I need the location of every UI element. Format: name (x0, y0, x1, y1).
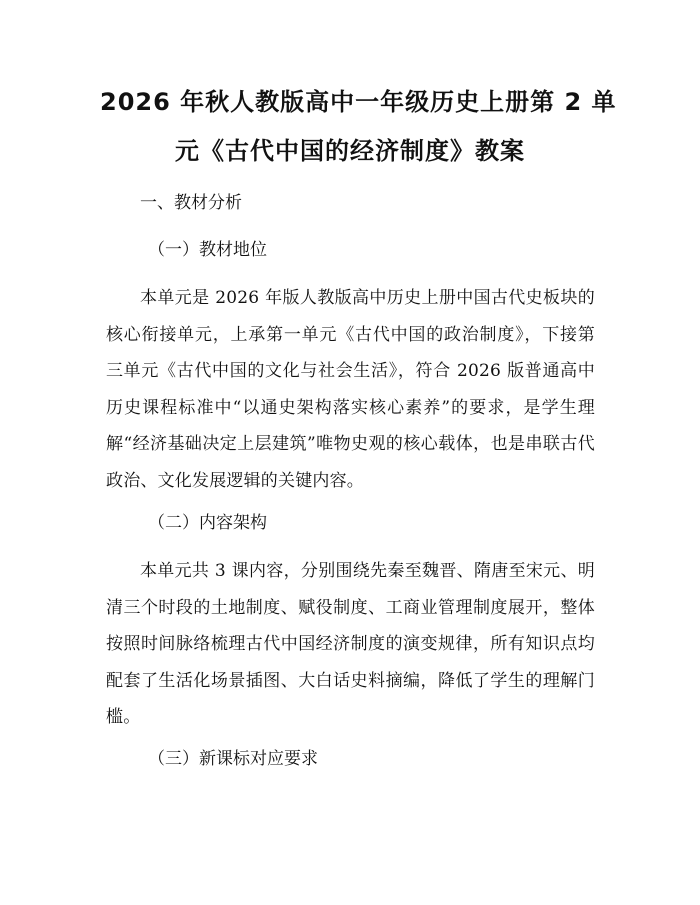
subsection-heading-material-position: （一）教材地位 (148, 240, 267, 260)
document-title-line-1: 2026 年秋人教版高中一年级历史上册第 2 单 (100, 88, 617, 116)
paragraph-material-position: 本单元是 2026 年版人教版高中历史上册中国古代史板块的核心衔接单元，上承第一单元《古代中国的政治制度》，下接第三单元《古代中国的文化与社会生活》，符合 2026 版普通高中历史课程标准中“以通史架构落实核心素养”的要求，是学生理解“经济基础决定上层建筑”唯物史观的核心载体，也是串联古代政治、文化发展逻辑的关键内容。 (106, 288, 595, 491)
subsection-heading-curriculum-requirements: （三）新课标对应要求 (148, 749, 318, 769)
section-heading-teaching-material-analysis: 一、教材分析 (140, 193, 242, 213)
document-title-line-2: 元《古代中国的经济制度》教案 (175, 137, 525, 165)
paragraph-content-structure: 本单元共 3 课内容，分别围绕先秦至魏晋、隋唐至宋元、明清三个时段的土地制度、赋役制度、工商业管理制度展开，整体按照时间脉络梳理古代中国经济制度的演变规律，所有知识点均配套了生活化场景插图、大白话史料摘编，降低了学生的理解门槛。 (106, 561, 595, 727)
subsection-heading-content-structure: （二）内容架构 (148, 513, 267, 533)
